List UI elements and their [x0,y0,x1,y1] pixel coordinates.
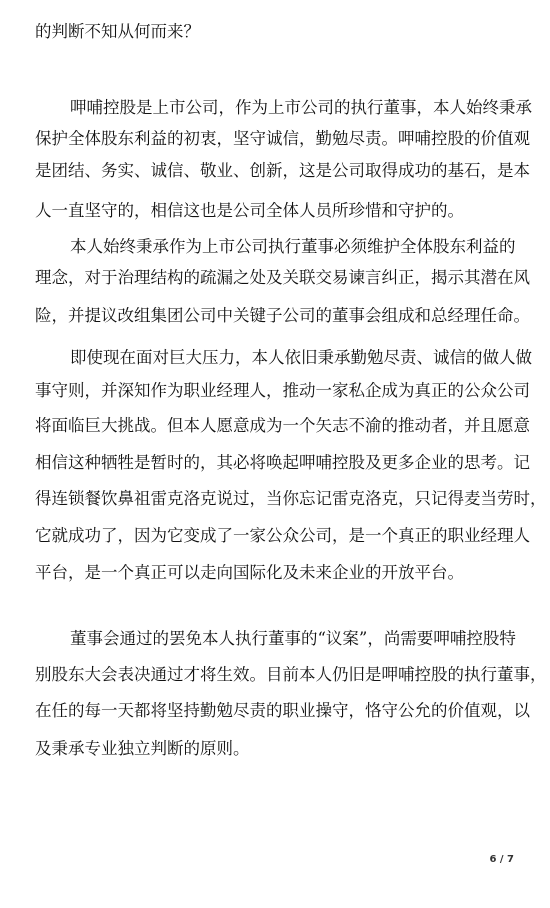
paragraph-2-line-3: 险，并提议改组集团公司中关键子公司的董事会组成和总经理任命。 [35,306,530,325]
paragraph-3-line-7: 平台，是一个真正可以走向国际化及未来企业的开放平台。 [35,563,464,582]
paragraph-1-line-3: 是团结、务实、诚信、敬业、创新，这是公司取得成功的基石，是本 [35,161,530,180]
paragraph-3-line-1: 即使现在面对巨大压力，本人依旧秉承勤勉尽责、诚信的做人做 [70,348,532,367]
paragraph-1-line-2: 保护全体股东利益的初衷，坚守诚信，勤勉尽责。呷哺控股的价值观 [35,129,530,148]
paragraph-3-line-4: 相信这种牺牲是暂时的，其必将唤起呷哺控股及更多企业的思考。记 [35,453,530,472]
paragraph-2-line-1: 本人始终秉承作为上市公司执行董事必须维护全体股东利益的 [70,237,516,256]
paragraph-3-line-2: 事守则，并深知作为职业经理人，推动一家私企成为真正的公众公司 [35,381,530,400]
paragraph-2-line-2: 理念，对于治理结构的疏漏之处及关联交易谏言纠正，揭示其潜在风 [35,268,530,287]
paragraph-3-line-3: 将面临巨大挑战。但本人愿意成为一个矢志不渝的推动者，并且愿意 [35,416,530,435]
paragraph-4-line-2: 别股东大会表决通过才将生效。目前本人仍旧是呷哺控股的执行董事， [35,665,547,684]
paragraph-1-line-1: 呷哺控股是上市公司，作为上市公司的执行董事，本人始终秉承 [70,98,532,117]
paragraph-3-line-5: 得连锁餐饮鼻祖雷克洛克说过，当你忘记雷克洛克，只记得麦当劳时， [35,489,547,508]
paragraph-1-line-4: 人一直坚守的，相信这也是公司全体人员所珍惜和守护的。 [35,201,464,220]
paragraph-4-line-1: 董事会通过的罢免本人执行董事的“议案”，尚需要呷哺控股特 [70,629,516,648]
paragraph-4-line-4: 及秉承专业独立判断的原则。 [35,739,250,758]
paragraph-3-line-6: 它就成功了，因为它变成了一家公众公司，是一个真正的职业经理人 [35,526,530,545]
paragraph-4-line-3: 在任的每一天都将坚持勤勉尽责的职业操守，恪守公允的价值观，以 [35,701,530,720]
page-number: 6 / 7 [489,854,514,865]
text-line-1: 的判断不知从何而来？ [35,22,200,41]
